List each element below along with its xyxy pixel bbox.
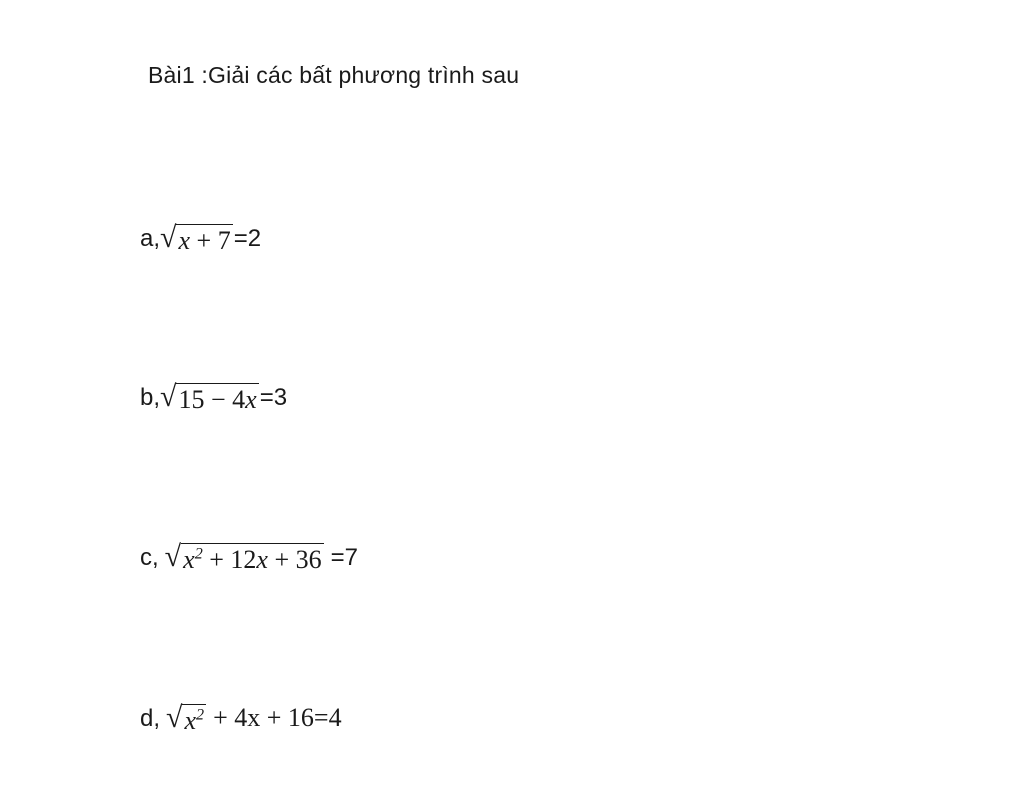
radical-sign-icon: √ xyxy=(166,701,183,734)
page-title: Bài1 :Giải các bất phương trình sau xyxy=(148,62,520,88)
radical-expression-d xyxy=(166,701,206,735)
radicand-b: 15 − 4x xyxy=(178,385,257,414)
problem-line-c xyxy=(140,541,358,572)
problem-line-b xyxy=(140,381,287,412)
radicand-c: $x^2 + 12x + 36$ xyxy=(183,545,322,574)
radicand-d: $x^2$ xyxy=(184,706,205,735)
problem-result-b: =3 xyxy=(259,384,288,411)
radical-sign-icon: √ xyxy=(160,380,177,413)
problem-label-a: a, xyxy=(140,225,161,252)
radical-sign-icon: √ xyxy=(160,221,177,254)
radical-expression-b xyxy=(160,380,259,414)
problem-label-d: d, xyxy=(140,705,161,732)
problem-result-d: + 4x + 16=4 xyxy=(213,703,342,732)
radical-expression-a xyxy=(160,221,233,255)
radicand-a: x + 7 xyxy=(178,226,231,255)
problem-line-d xyxy=(140,702,342,733)
problem-result-a: =2 xyxy=(233,225,262,252)
problem-line-a xyxy=(140,222,261,253)
problem-label-c: c, xyxy=(140,544,159,571)
problem-result-c: =7 xyxy=(330,544,359,571)
radical-expression-c xyxy=(164,540,324,574)
radical-sign-icon: √ xyxy=(164,540,182,573)
problem-label-b: b, xyxy=(140,384,161,411)
